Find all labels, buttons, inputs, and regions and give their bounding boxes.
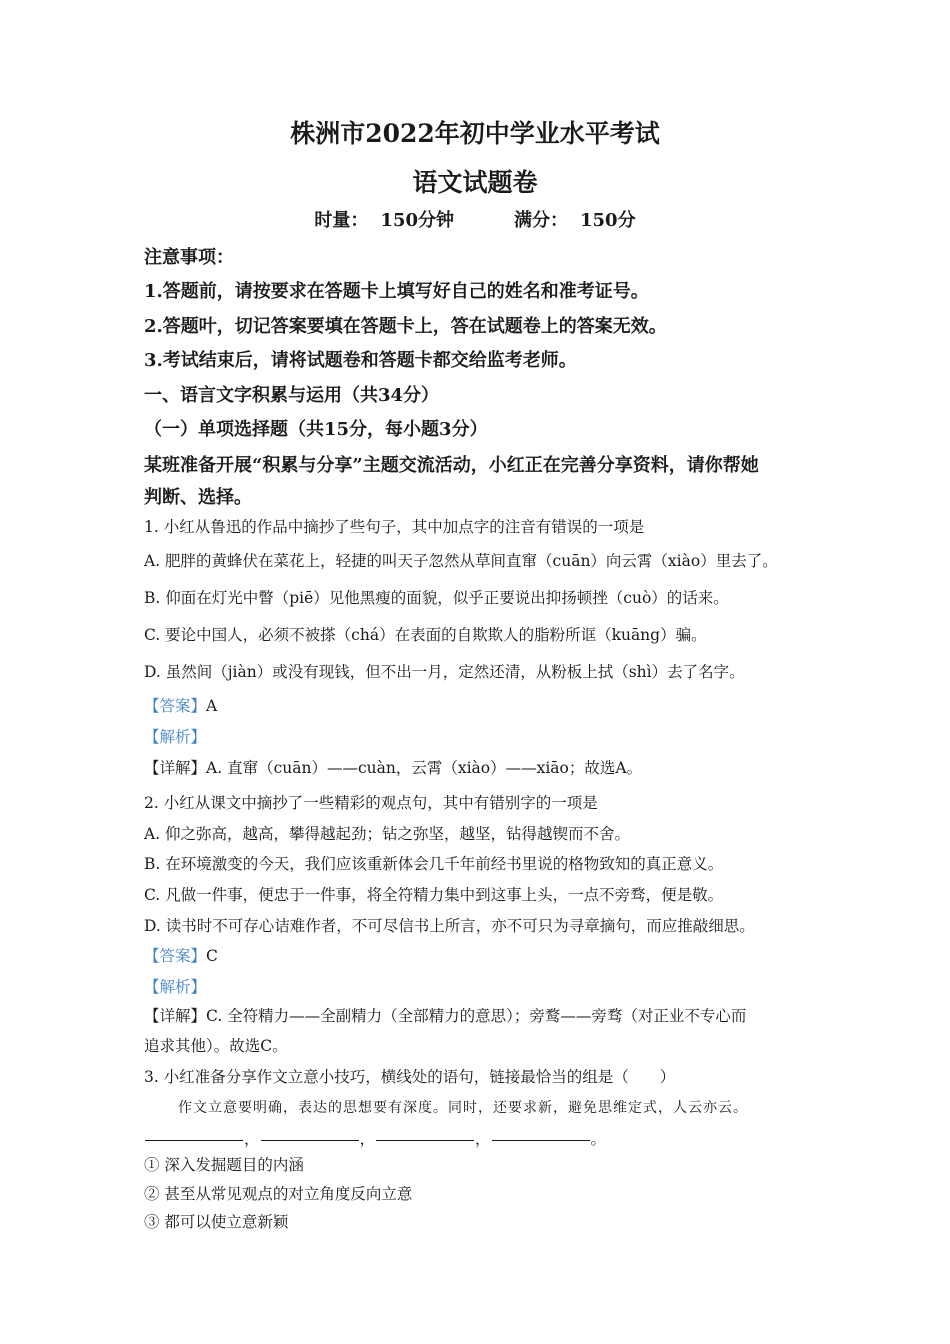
question-option: C. 要论中国人，必须不被搽（chá）在表面的自欺欺人的脂粉所诓（kuāng）骗。 xyxy=(144,626,707,644)
answer-tag: 【答案】 xyxy=(144,697,207,715)
question-option: B. 在环境激变的今天，我们应该重新体会几千年前经书里说的格物致知的真正意义。 xyxy=(144,855,724,873)
answer-value: C xyxy=(206,947,218,965)
notice-heading: 注意事项： xyxy=(144,247,234,268)
exam-subtitle: 语文试题卷 xyxy=(412,168,538,197)
question-stem: 1. 小红从鲁迅的作品中摘抄了些句子，其中加点字的注音有错误的一项是 xyxy=(144,518,645,536)
notice-item: 1.答题前，请按要求在答题卡上填写好自己的姓名和准考证号。 xyxy=(144,281,649,302)
question-option: D. 读书时不可存心诘难作者，不可尽信书上所言，亦不可只为寻章摘句，而应推敲细思。 xyxy=(144,917,755,935)
detail-tag: 【详解】 xyxy=(144,759,207,777)
exam-time-score xyxy=(0,206,950,232)
analysis-tag: 【解析】 xyxy=(144,728,207,746)
blank-sep: ， xyxy=(475,1130,491,1148)
blank-sep: ， xyxy=(244,1130,260,1148)
detail-text: A. 直窜（cuān）——cuàn，云霄（xiào）——xiāo；故选A。 xyxy=(206,759,643,777)
question-option: A. 肥胖的黄蜂伏在菜花上，轻捷的叫天子忽然从草间直窜（cuān）向云霄（xiào）里去了。 xyxy=(144,552,778,570)
detail-text: C. 全符精力——全副精力（全部精力的意思）；旁鹜——旁骛（对正业不专心而 xyxy=(206,1007,747,1025)
section-subheading: （一）单项选择题（共15分，每小题3分） xyxy=(144,419,488,440)
time-value: 150分钟 xyxy=(380,210,454,231)
exam-title: 株洲市2022年初中学业水平考试 xyxy=(290,119,660,148)
question-quote: 作文立意要明确，表达的思想要有深度。同时，还要求新，避免思维定式，人云亦云。 xyxy=(178,1100,748,1116)
blank-line xyxy=(145,1139,243,1141)
question-option: A. 仰之弥高，越高，攀得越起劲；钻之弥坚，越坚，钻得越锲而不舍。 xyxy=(144,825,631,843)
notice-item: 3.考试结束后，请将试题卷和答题卡都交给监考老师。 xyxy=(144,350,577,371)
question-option: B. 仰面在灯光中瞥（piē）见他黑瘦的面貌，似乎正要说出抑扬顿挫（cuò）的话来。 xyxy=(144,589,729,607)
statement-item: ① 深入发掘题目的内涵 xyxy=(144,1156,304,1174)
section-intro: 判断、选择。 xyxy=(144,487,252,508)
question-stem: 2. 小红从课文中摘抄了一些精彩的观点句，其中有错别字的一项是 xyxy=(144,794,598,812)
detail-line-cont: 追求其他）。故选C。 xyxy=(144,1037,288,1055)
answer-line xyxy=(144,944,218,966)
statement-item: ② 甚至从常见观点的对立角度反向立意 xyxy=(144,1185,413,1203)
question-stem: 3. 小红准备分享作文立意小技巧，横线处的语句，链接最恰当的组是（ ） xyxy=(144,1068,676,1086)
analysis-tag: 【解析】 xyxy=(144,978,207,996)
answer-value: A xyxy=(206,697,218,715)
answer-tag: 【答案】 xyxy=(144,947,207,965)
section-intro: 某班准备开展“积累与分享”主题交流活动，小红正在完善分享资料，请你帮她 xyxy=(144,455,759,476)
detail-tag: 【详解】 xyxy=(144,1007,207,1025)
section-heading: 一、语言文字积累与运用（共34分） xyxy=(144,385,440,406)
score-value: 150分 xyxy=(580,210,636,231)
fill-blanks xyxy=(144,1127,606,1149)
statement-item: ③ 都可以使立意新颖 xyxy=(144,1213,289,1231)
notice-item: 2.答题叶，切记答案要填在答题卡上，答在试题卷上的答案无效。 xyxy=(144,316,667,337)
question-option: D. 虽然间（jiàn）或没有现钱，但不出一月，定然还清，从粉板上拭（shì）去了名字。 xyxy=(144,663,745,681)
blank-sep: ， xyxy=(359,1130,376,1148)
time-label: 时量： xyxy=(314,210,369,231)
blank-line xyxy=(492,1139,590,1141)
score-label: 满分： xyxy=(514,210,568,231)
blank-line xyxy=(376,1139,474,1141)
answer-line xyxy=(144,694,217,716)
blank-line xyxy=(261,1139,359,1141)
blank-end: 。 xyxy=(590,1130,607,1148)
detail-line xyxy=(144,756,642,778)
detail-line xyxy=(144,1004,746,1026)
question-option: C. 凡做一件事，便忠于一件事，将全符精力集中到这事上头，一点不旁骛，便是敬。 xyxy=(144,886,724,904)
